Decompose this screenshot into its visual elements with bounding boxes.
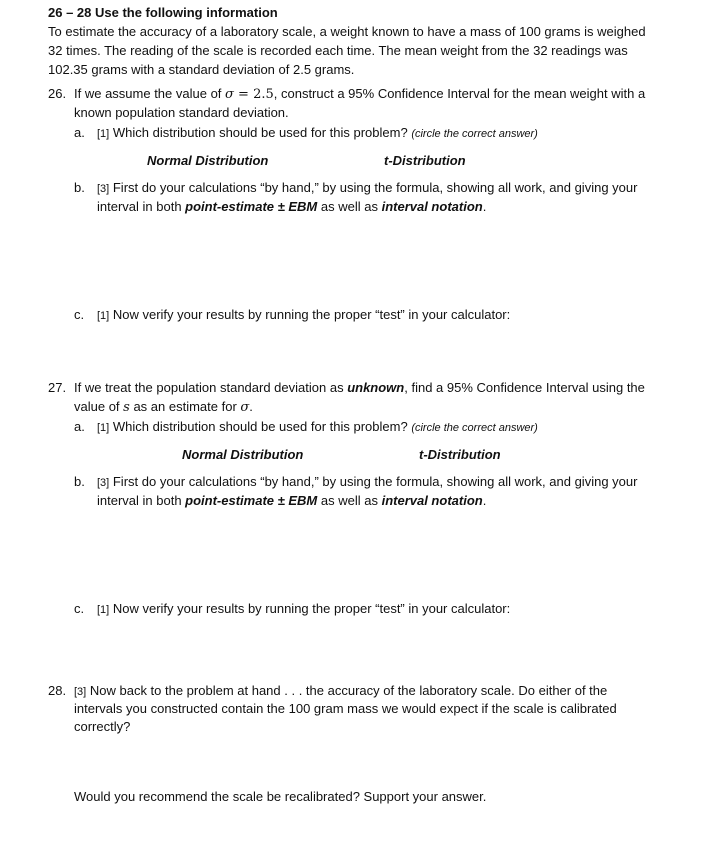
q27-prompt: If we treat the population standard deviation as unknown, find a 95% Confidence Interval using the bbox=[74, 380, 645, 395]
q26c-letter: c. bbox=[74, 307, 85, 322]
q27-number: 27. bbox=[48, 380, 67, 395]
q26a-letter: a. bbox=[74, 125, 85, 140]
intro-line-2: 32 times. The reading of the scale is recorded each time. The mean weight from the 32 readings was bbox=[48, 43, 628, 58]
sigma-symbol: σ bbox=[240, 400, 250, 415]
q26b-points: [3] bbox=[97, 183, 110, 195]
intro-line-1: To estimate the accuracy of a laboratory scale, a weight known to have a mass of 100 grams is weighed bbox=[48, 24, 646, 39]
intro-line-3: 102.35 grams with a standard deviation of 2.5 grams. bbox=[48, 62, 355, 77]
q27a-option-normal[interactable]: Normal Distribution bbox=[182, 447, 304, 462]
q26-prompt-line2: known population standard deviation. bbox=[74, 105, 289, 120]
q26b-line2: interval in both point-estimate ± EBM as well as interval notation. bbox=[97, 199, 487, 214]
q26a-points: [1] bbox=[97, 128, 110, 140]
q26-number: 26. bbox=[48, 86, 67, 101]
q28-number: 28. bbox=[48, 683, 67, 698]
q26b-letter: b. bbox=[74, 180, 85, 195]
q27-prompt-line2: value of s as an estimate for σ. bbox=[74, 399, 253, 415]
q27c-text: [1] Now verify your results by running the proper “test” in your calculator: bbox=[97, 601, 511, 616]
q26a-hint: (circle the correct answer) bbox=[411, 128, 538, 140]
q27a-letter: a. bbox=[74, 419, 85, 434]
q27a-text: [1] Which distribution should be used for this problem? (circle the correct answer) bbox=[97, 419, 538, 434]
q27c-letter: c. bbox=[74, 601, 85, 616]
q27c-points: [1] bbox=[97, 604, 110, 616]
q27a-points: [1] bbox=[97, 422, 110, 434]
q28-points: [3] bbox=[74, 686, 87, 698]
q26a-text: [1] Which distribution should be used for this problem? (circle the correct answer) bbox=[97, 125, 538, 140]
q27b-line2: interval in both point-estimate ± EBM as well as interval notation. bbox=[97, 493, 487, 508]
q28-line1: [3] Now back to the problem at hand . . . the accuracy of the laboratory scale. Do either of the bbox=[74, 683, 608, 698]
q27b-letter: b. bbox=[74, 474, 85, 489]
q27b-points: [3] bbox=[97, 477, 110, 489]
q27a-hint: (circle the correct answer) bbox=[411, 422, 538, 434]
q27b-line1: [3] First do your calculations “by hand,” by using the formula, showing all work, and giving your bbox=[97, 474, 638, 489]
q26c-text: [1] Now verify your results by running the proper “test” in your calculator: bbox=[97, 307, 511, 322]
section-title: 26 – 28 Use the following information bbox=[48, 5, 278, 20]
q28-line2: intervals you constructed contain the 100 gram mass we would expect if the scale is calibrated bbox=[74, 701, 617, 716]
sigma-value: 2.5 bbox=[253, 87, 274, 102]
q27a-option-t[interactable]: t-Distribution bbox=[419, 447, 501, 462]
q28-followup: Would you recommend the scale be recalibrated? Support your answer. bbox=[74, 789, 487, 804]
q26a-option-normal[interactable]: Normal Distribution bbox=[147, 153, 269, 168]
sigma-symbol: σ bbox=[225, 87, 234, 102]
q26a-option-t[interactable]: t-Distribution bbox=[384, 153, 466, 168]
q26-prompt: If we assume the value of σ = 2.5, construct a 95% Confidence Interval for the mean weight with a bbox=[74, 86, 646, 102]
q26b-line1: [3] First do your calculations “by hand,” by using the formula, showing all work, and giving your bbox=[97, 180, 638, 195]
q26c-points: [1] bbox=[97, 310, 110, 322]
q28-line3: correctly? bbox=[74, 719, 131, 734]
